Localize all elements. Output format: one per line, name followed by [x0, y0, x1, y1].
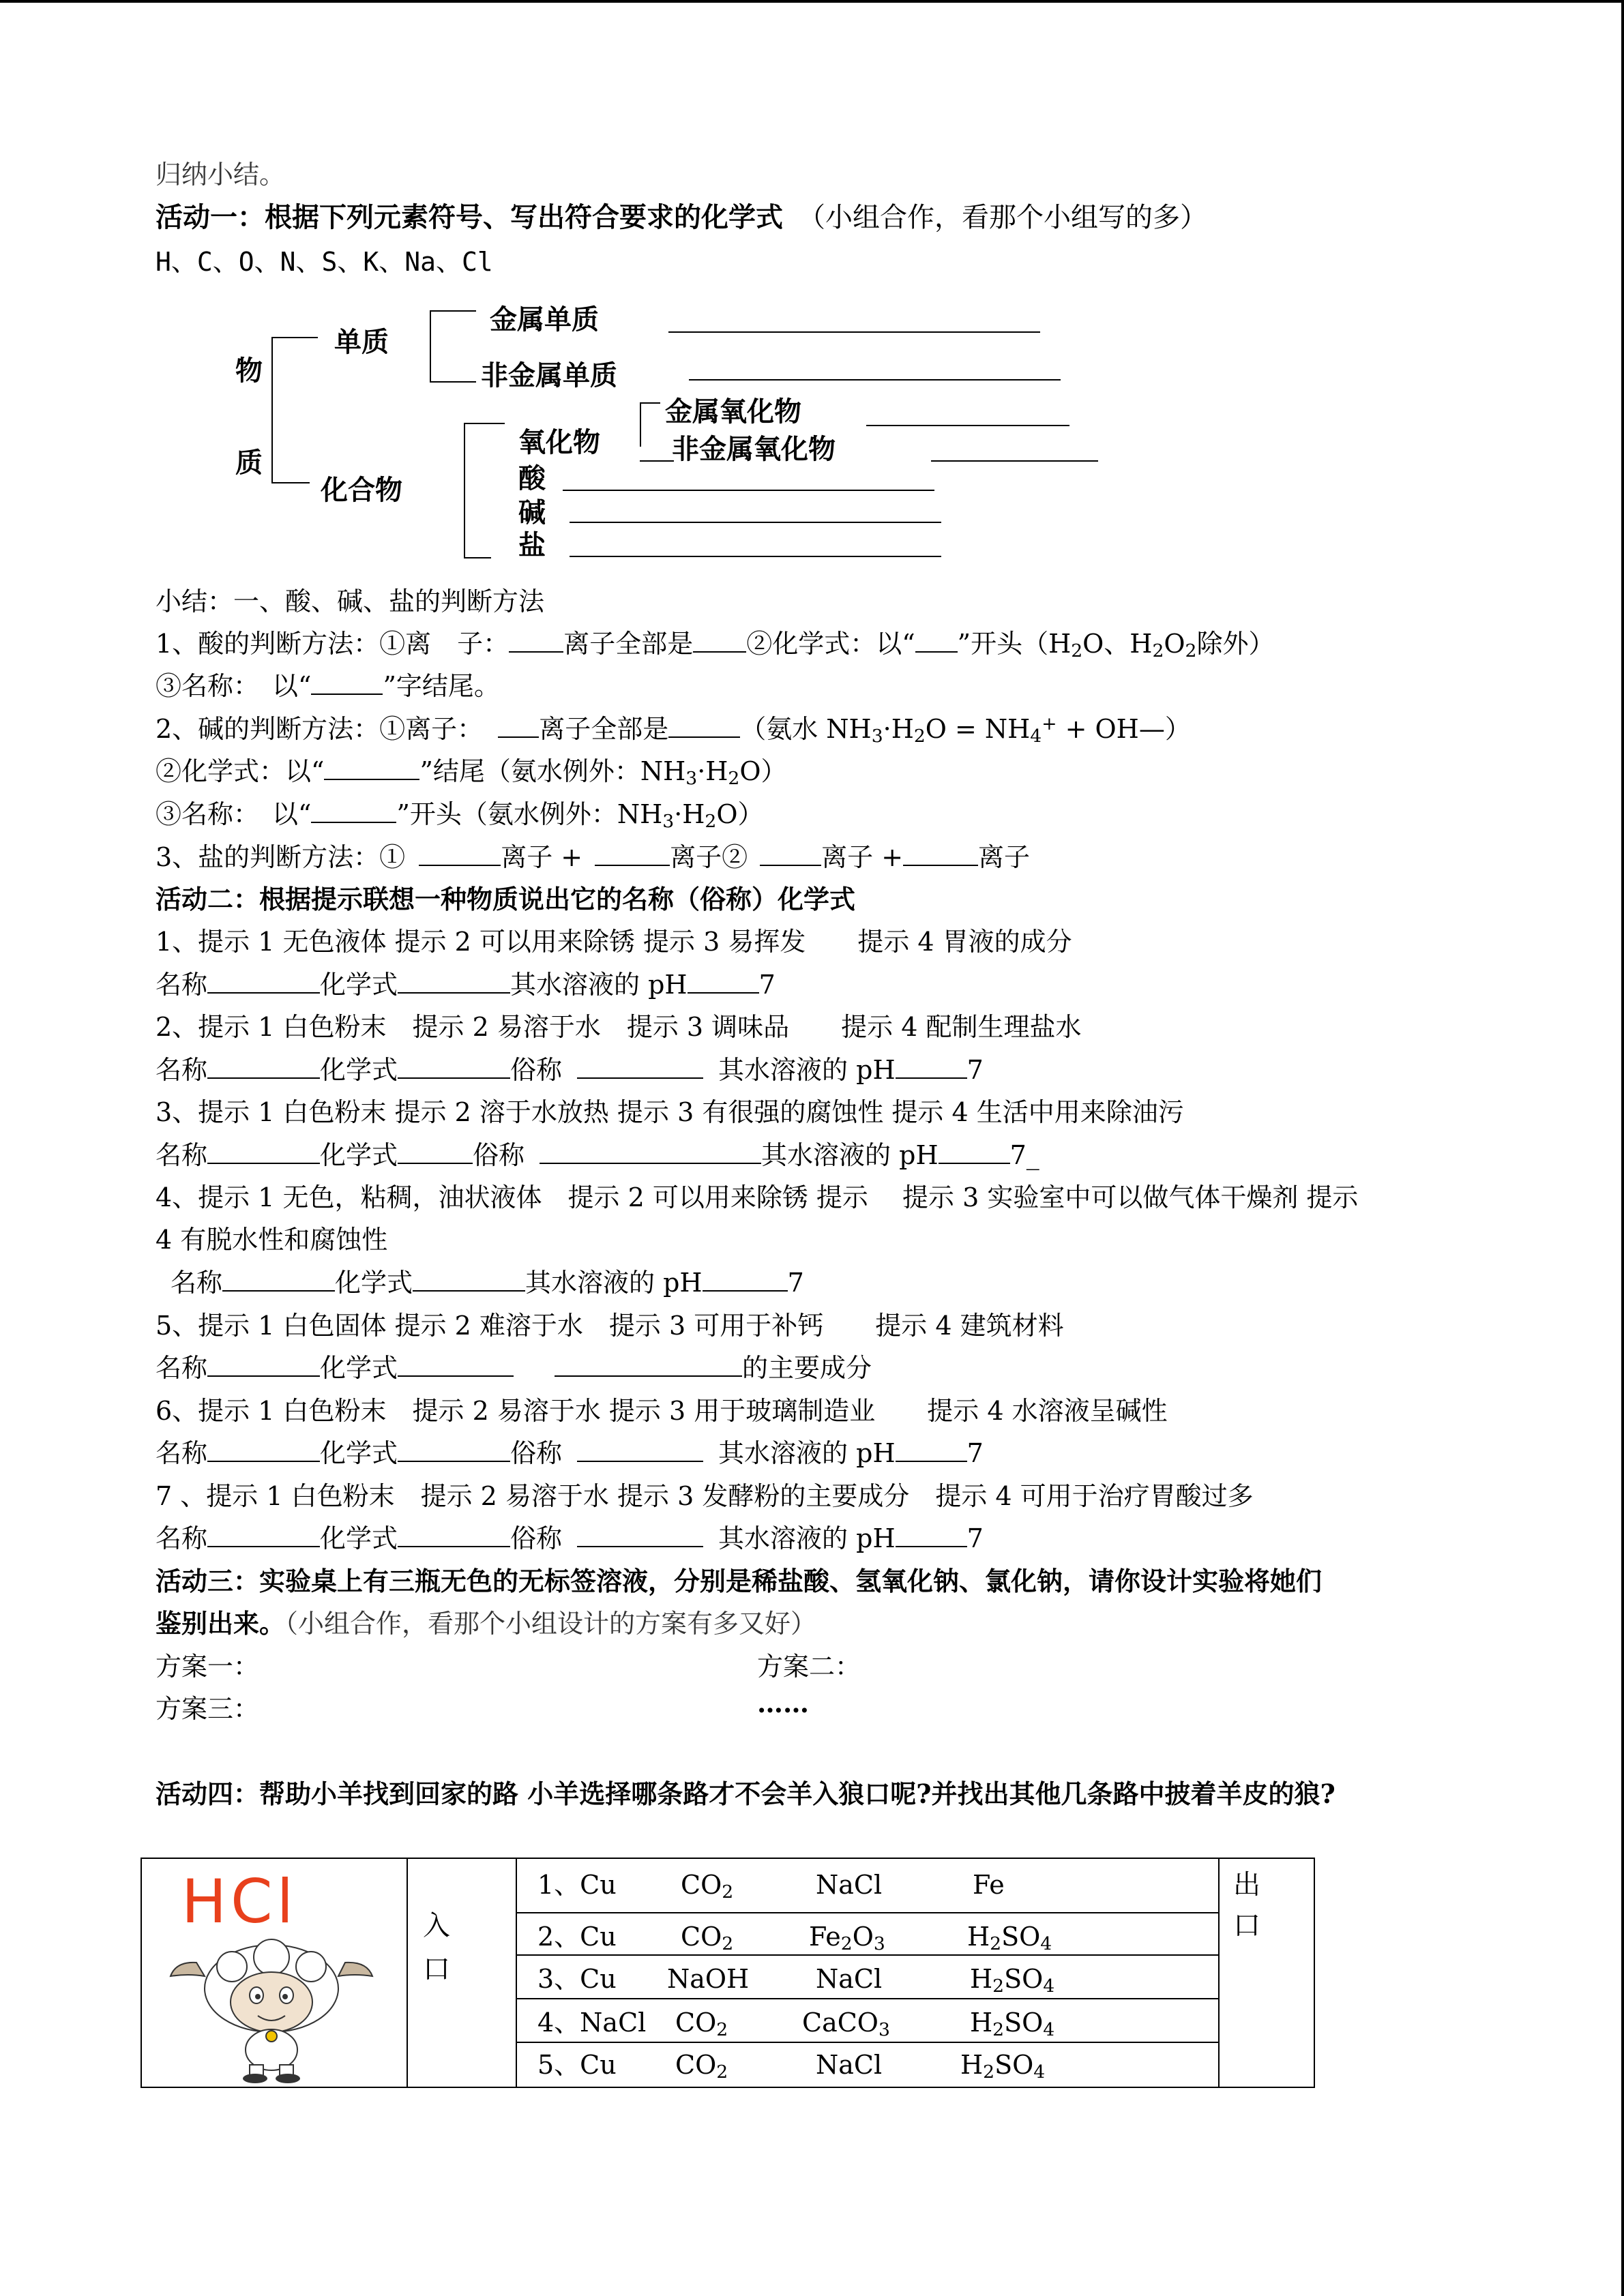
plan-1: 方案一：: [156, 1652, 260, 1682]
danzhi-bracket: [430, 310, 431, 382]
sub: 2: [992, 1976, 1005, 1997]
blank[interactable]: [896, 1057, 967, 1079]
t: 离子全部是: [563, 629, 694, 659]
entry-label: [423, 1904, 450, 1991]
t: （小组合作，看那个小组设计的方案有多又好）: [285, 1609, 817, 1639]
t: 化学式: [320, 1353, 398, 1383]
t: + OH: [1057, 714, 1139, 744]
row-divider: [517, 1954, 1218, 1956]
bracket-tick: [271, 482, 310, 483]
t: —: [1138, 714, 1165, 744]
t: CaCO: [802, 2008, 879, 2038]
sub: 3: [871, 726, 883, 747]
sub: 2: [728, 768, 740, 789]
hint-5: 5、提示 1 白色固体 提示 2 难溶于水 提示 3 可用于补钙 提示 4 建筑材料: [156, 1311, 1064, 1341]
t: 7: [787, 1268, 804, 1298]
cell: 1、Cu: [537, 1870, 617, 1900]
t: H: [970, 1964, 993, 1994]
answer-line-6: [156, 1437, 984, 1470]
t: CO: [675, 2050, 717, 2080]
t: 除外）: [1196, 629, 1275, 659]
hcl-label: HCl: [181, 1866, 298, 1937]
blank[interactable]: [398, 1142, 473, 1164]
blank: [498, 716, 539, 738]
t: 名称: [156, 1055, 208, 1085]
hint-3: 3、提示 1 白色粉末 提示 2 溶于水放热 提示 3 有很强的腐蚀性 提示 4 生活中用来除油污: [156, 1097, 1184, 1127]
t: 其水溶液的 pH: [718, 1523, 896, 1553]
t: 鉴别出来。: [156, 1608, 286, 1639]
diagram-feijinshu-yanghuawu: 非金属氧化物: [672, 434, 836, 465]
blank[interactable]: [207, 1355, 320, 1377]
hint-4: 4、提示 1 无色，粘稠，油状液体 提示 2 可以用来除锈 提示 提示 3 实验室中可以做气体干燥剂 提示: [156, 1182, 1359, 1212]
blank[interactable]: [398, 1525, 510, 1547]
t: 俗称: [473, 1140, 525, 1170]
activity3-title-b: [156, 1607, 816, 1640]
diagram-jinshu-yanghuawu: 金属氧化物: [665, 396, 801, 428]
diagram-yanghuawu: 氧化物: [518, 427, 600, 458]
sub: 2: [990, 1933, 1002, 1954]
row-divider: [517, 1912, 1218, 1913]
blank: [311, 673, 383, 695]
t: 化学式: [320, 1523, 398, 1553]
blank[interactable]: [398, 1057, 510, 1079]
cell: [967, 1922, 1052, 1954]
sub: 4: [1033, 2061, 1046, 2083]
activity4-title: 活动四：帮助小羊找到回家的路 小羊选择哪条路才不会羊入狼口呢?并找出其他几条路中披着羊皮的狼?: [156, 1778, 1335, 1809]
cell: [675, 2050, 728, 2083]
blank-line: [563, 490, 934, 491]
diagram-huahewu: 化合物: [321, 475, 402, 506]
sub: 3: [873, 1933, 885, 1954]
t: ”字结尾。: [383, 671, 500, 701]
plan-3: 方案三：: [156, 1694, 260, 1724]
blank[interactable]: [577, 1057, 703, 1079]
t: ②化学式：以“: [156, 756, 325, 786]
t: 其水溶液的 pH: [525, 1268, 703, 1298]
t: H: [967, 1922, 990, 1952]
exit-char: 口: [1233, 1910, 1260, 1941]
t: 名称: [156, 1353, 208, 1383]
cell: [970, 1964, 1055, 1997]
blank[interactable]: [222, 1270, 335, 1292]
blank: [903, 844, 978, 866]
bracket-tick: [640, 402, 660, 404]
t: 化学式: [320, 970, 398, 1000]
blank-line: [866, 425, 1069, 426]
t: 其水溶液的 pH: [718, 1438, 896, 1468]
blank: [509, 631, 563, 653]
diagram-danzhi: 单质: [334, 327, 389, 358]
summary-title: [156, 585, 544, 618]
sub: 2: [722, 1933, 734, 1954]
col-divider: [407, 1859, 408, 2087]
t: O、H: [1082, 629, 1153, 659]
exit-label: [1233, 1864, 1260, 1946]
hint-6: 6、提示 1 白色粉末 提示 2 易溶于水 提示 3 用于玻璃制造业 提示 4 水溶液呈碱性: [156, 1396, 1168, 1426]
hint-7: 7 、提示 1 白色粉末 提示 2 易溶于水 提示 3 发酵粉的主要成分 提示 4 可用于治疗胃酸过多: [156, 1481, 1254, 1511]
t: O: [852, 1922, 874, 1952]
sub: 2: [705, 811, 717, 832]
yanghuawu-bracket: [640, 402, 641, 447]
t: ”结尾（氨水例外：NH: [419, 756, 686, 786]
cell: [681, 1870, 734, 1903]
blank[interactable]: [577, 1525, 703, 1547]
t: 7: [758, 970, 776, 1000]
blank[interactable]: [939, 1142, 1010, 1164]
t: 的主要成分: [742, 1353, 872, 1383]
blank[interactable]: [207, 1142, 320, 1164]
t: SO: [1001, 1922, 1041, 1952]
diagram-wu: 物: [235, 355, 263, 387]
t: O）: [716, 799, 764, 829]
bracket-tick: [430, 310, 476, 312]
t: 其水溶液的 pH: [510, 970, 688, 1000]
t: 俗称: [510, 1523, 563, 1553]
t: ②化学式：以“: [746, 629, 915, 659]
t: 化学式: [320, 1438, 398, 1468]
sub: 2: [716, 2019, 728, 2040]
entry-char: 入: [423, 1910, 450, 1941]
cell: Fe: [973, 1870, 1005, 1900]
t: 3、盐的判断方法：①: [156, 842, 406, 872]
t: 化学式: [320, 1055, 398, 1085]
sheep-icon: [169, 1934, 374, 2084]
blank[interactable]: [896, 1525, 967, 1547]
blank[interactable]: [577, 1440, 703, 1462]
plan-etc: ……: [757, 1688, 809, 1718]
t: Fe: [809, 1922, 841, 1952]
t: 俗称: [510, 1438, 563, 1468]
cell: [802, 2008, 890, 2040]
sub: 2: [716, 2061, 728, 2083]
t: ）: [1164, 714, 1191, 744]
t: 名称: [171, 1268, 223, 1298]
cell: 2、Cu: [537, 1922, 617, 1952]
cell: [809, 1922, 885, 1954]
sub: 3: [685, 768, 698, 789]
answer-line-2: [156, 1054, 984, 1086]
diagram-feijinshu-danzhi: 非金属单质: [481, 360, 617, 391]
base-name-rule: [156, 798, 763, 831]
t: H: [970, 2008, 993, 2038]
bracket-tick: [430, 381, 476, 383]
t: 7: [966, 1438, 984, 1468]
cell: 4、NaCl: [537, 2008, 647, 2038]
blank-line: [931, 460, 1098, 462]
cell: [970, 2008, 1055, 2040]
activity1-note: （小组合作，看那个小组写的多）: [798, 202, 1207, 233]
t: 7_: [1009, 1140, 1039, 1170]
t: O: [1164, 629, 1185, 659]
t: （氨水 NH: [740, 714, 872, 744]
blank[interactable]: [207, 1440, 320, 1462]
t: SO: [994, 2050, 1034, 2080]
bracket-tick: [640, 460, 674, 462]
paths-area: [517, 1859, 1218, 2087]
sub: 4: [1043, 2019, 1055, 2040]
page-top-border: [0, 0, 1624, 3]
t: ③名称： 以“: [156, 799, 312, 829]
diagram-suan: 酸: [518, 463, 546, 494]
summary-title-b: 的判断方法: [415, 586, 545, 616]
blank[interactable]: [398, 1440, 510, 1462]
t: 离: [539, 714, 565, 744]
t: ·H: [883, 714, 914, 744]
answer-line-7: [156, 1522, 984, 1555]
t: 子全部是: [565, 714, 669, 744]
t: SO: [1004, 2008, 1044, 2038]
plan-2: 方案二：: [757, 1652, 861, 1682]
summary-heading: 归纳小结。: [156, 160, 286, 190]
t: ③名称： 以“: [156, 671, 312, 701]
blank[interactable]: [555, 1355, 742, 1377]
t: 离子②: [670, 842, 748, 872]
sub: 2: [840, 1933, 853, 1954]
sub: 3: [878, 2019, 890, 2040]
hint-2: 2、提示 1 白色粉末 提示 2 易溶于水 提示 3 调味品 提示 4 配制生理盐水: [156, 1012, 1082, 1042]
sheep-cell: [142, 1859, 407, 2087]
t: CO: [681, 1922, 722, 1952]
blank: [311, 801, 396, 823]
row-divider: [517, 1998, 1218, 1999]
maze-table: [141, 1858, 1315, 2088]
t: 离子: [978, 842, 1031, 872]
t: ”开头（H: [957, 629, 1072, 659]
t: ·H: [697, 756, 728, 786]
blank[interactable]: [896, 1440, 967, 1462]
cell: NaCl: [816, 2050, 883, 2080]
blank[interactable]: [207, 972, 320, 994]
t: H: [960, 2050, 984, 2080]
base-formula-rule: [156, 755, 786, 788]
t: 离子 +: [501, 842, 583, 872]
answer-line-3: [156, 1139, 1039, 1172]
salt-rule-line: [156, 841, 1030, 874]
bracket-tick: [464, 423, 505, 424]
t: O）: [739, 756, 787, 786]
sub: 2: [1185, 640, 1197, 661]
blank-line: [668, 331, 1040, 333]
base-rule-line: [156, 713, 1191, 745]
col-divider: [1218, 1859, 1220, 2087]
page-right-border: [1621, 0, 1624, 2296]
blank[interactable]: [207, 1525, 320, 1547]
sub: 2: [722, 1881, 734, 1903]
t: 离子 +: [821, 842, 904, 872]
sub: 2: [983, 2061, 995, 2083]
acid-name-rule: [156, 670, 500, 702]
t: 1、酸的判断方法：①离 子：: [156, 629, 510, 659]
t: 化学式: [335, 1268, 413, 1298]
activity1-title-text: 活动一：根据下列元素符号、写出符合要求的化学式: [156, 201, 783, 233]
diagram-jinshu-danzhi: 金属单质: [490, 304, 599, 336]
activity1-title: [156, 201, 1207, 234]
cell: [960, 2050, 1046, 2083]
t: 2、碱的判断方法：①离子：: [156, 714, 484, 744]
sub: 2: [1152, 640, 1164, 661]
cell: [681, 1922, 734, 1954]
element-symbols: H、C、O、N、S、K、Na、Cl: [156, 247, 493, 277]
acid-rule-line: [156, 627, 1274, 660]
diagram-root-bracket: [271, 337, 273, 483]
bracket-tick: [464, 557, 491, 558]
t: CO: [675, 2008, 717, 2038]
cell: 5、Cu: [537, 2050, 617, 2080]
blank: [595, 844, 670, 866]
t: 名称: [156, 1438, 208, 1468]
activity2-title: 活动二：根据提示联想一种物质说出它的名称（俗称）化学式: [156, 884, 856, 914]
sup: +: [1042, 713, 1057, 734]
t: 其水溶液的 pH: [761, 1140, 939, 1170]
sub: 2: [992, 2019, 1005, 2040]
cell: NaOH: [667, 1964, 750, 1994]
diagram-zhi: 质: [235, 447, 263, 479]
blank: [760, 844, 821, 866]
sub: 3: [662, 811, 675, 832]
blank[interactable]: [540, 1142, 761, 1164]
cell: 3、Cu: [537, 1964, 617, 1994]
blank[interactable]: [398, 1355, 514, 1377]
blank[interactable]: [413, 1270, 525, 1292]
blank[interactable]: [207, 1057, 320, 1079]
cell: [675, 2008, 728, 2040]
exit-char: 出: [1233, 1869, 1260, 1900]
cell: NaCl: [816, 1870, 883, 1900]
hint-1: 1、提示 1 无色液体 提示 2 可以用来除锈 提示 3 易挥发 提示 4 胃液的成分: [156, 927, 1072, 957]
t: 名称: [156, 1523, 208, 1553]
t: CO: [681, 1870, 722, 1900]
t: 俗称: [510, 1055, 563, 1085]
blank-line: [570, 522, 941, 523]
sub: 2: [913, 726, 926, 747]
blank: [915, 631, 958, 653]
t: 7: [966, 1055, 984, 1085]
answer-line-4: [171, 1266, 804, 1299]
blank: [693, 631, 746, 653]
blank-line: [570, 556, 941, 557]
blank: [419, 844, 501, 866]
t: 名称: [156, 1140, 208, 1170]
t: ·H: [674, 799, 705, 829]
t: 化学式: [320, 1140, 398, 1170]
answer-line-5: [156, 1352, 872, 1384]
hint-4-cont: 4 有脱水性和腐蚀性: [156, 1225, 388, 1255]
cell: NaCl: [816, 1964, 883, 1994]
t: SO: [1004, 1964, 1044, 1994]
answer-line-1: [156, 968, 776, 1001]
t: 其水溶液的 pH: [718, 1055, 896, 1085]
blank[interactable]: [688, 972, 759, 994]
t: 名称: [156, 970, 208, 1000]
blank-line: [689, 379, 1061, 381]
sub: 2: [1071, 640, 1083, 661]
sub: 4: [1043, 1976, 1055, 1997]
diagram-yan: 盐: [518, 530, 546, 561]
t: 7: [966, 1523, 984, 1553]
row-divider: [517, 2042, 1218, 2043]
entry-char: 口: [423, 1954, 450, 1985]
blank[interactable]: [398, 972, 510, 994]
blank: [324, 758, 419, 780]
huahewu-bracket: [464, 423, 465, 558]
activity3-title-a: 活动三：实验桌上有三瓶无色的无标签溶液，分别是稀盐酸、氢氧化钠、氯化钠，请你设计实验将她们: [156, 1566, 1323, 1596]
bracket-tick: [271, 337, 318, 338]
sub: 4: [1030, 726, 1042, 747]
diagram-jian: 碱: [518, 497, 546, 528]
sub: 4: [1040, 1933, 1052, 1954]
t: O = NH: [925, 714, 1031, 744]
t: ”开头（氨水例外：NH: [396, 799, 663, 829]
blank[interactable]: [703, 1270, 788, 1292]
summary-title-a: 小结：一、酸、碱、盐: [156, 586, 415, 616]
blank: [668, 716, 740, 738]
